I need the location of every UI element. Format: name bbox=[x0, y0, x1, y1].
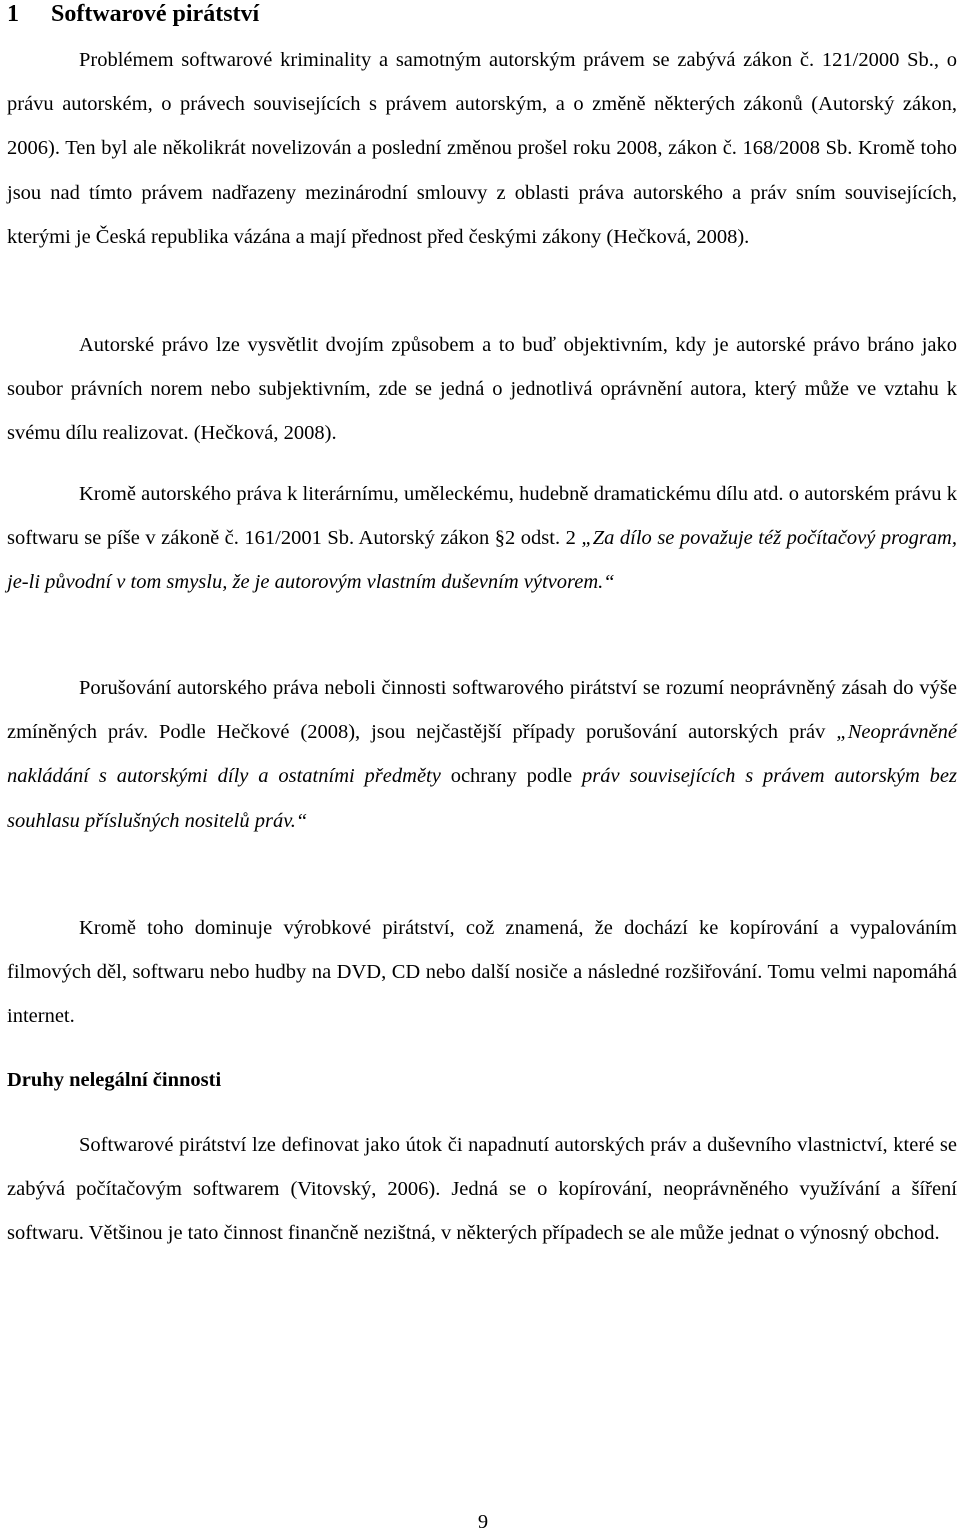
paragraph-text: Kromě autorského práva k literárnímu, uměleckému, hudebně dramatickému dílu atd. o autorském právu k softwaru se píše v zákoně č. 161/2001 Sb. Autorský zákon §2 odst. 2 bbox=[7, 483, 957, 550]
paragraph-text: Kromě toho dominuje výrobkové pirátství, což znamená, že dochází ke kopírování a vypalováním filmových děl, softwaru nebo hudby na DVD, CD nebo další nosiče a následné rozšiřování. Tomu velmi napomáhá internet. bbox=[7, 917, 957, 1028]
chapter-number: 1 bbox=[7, 1, 19, 27]
paragraph-piracy-definition bbox=[7, 1123, 957, 1256]
paragraph-product-piracy bbox=[7, 906, 957, 1039]
chapter-heading bbox=[7, 0, 259, 30]
paragraph-text: ochrany podle bbox=[440, 765, 583, 788]
paragraph-text: Porušování autorského práva neboli činnosti softwarového pirátství se rozumí neoprávněný zásah do výše zmíněných práv. Podle Hečkové (2008), jsou nejčastější případy porušování autorských práv bbox=[7, 677, 957, 744]
section-heading: Druhy nelegální činnosti bbox=[7, 1069, 222, 1091]
paragraph-software-copyright bbox=[7, 472, 957, 605]
paragraph-text: Autorské právo lze vysvětlit dvojím způsobem a to buď objektivním, kdy je autorské právo bráno jako soubor právních norem nebo subjektivním, zde se jedná o jednotlivá oprávnění autora, který může ve vztahu k svému dílu realizovat. (Hečková, 2008). bbox=[7, 334, 957, 445]
paragraph-infringement bbox=[7, 666, 957, 843]
page-number: 9 bbox=[477, 1511, 489, 1533]
paragraph-copyright-definition bbox=[7, 323, 957, 456]
law-quote: „Za dílo se považuje též počítačový program, je-li původní v tom smyslu, že je autorovým vlastním duševním výtvorem.“ bbox=[7, 527, 957, 594]
paragraph-text: Softwarové pirátství lze definovat jako útok či napadnutí autorských práv a duševního vlastnictví, které se zabývá počítačovým softwarem (Vitovský, 2006). Jedná se o kopírování, neoprávněného využívání a šíření softwaru. Většinou je tato činnost finančně nezištná, v některých případech se ale může jednat o výnosný obchod. bbox=[7, 1134, 957, 1245]
paragraph-copyright-law bbox=[7, 38, 957, 259]
paragraph-text: Problémem softwarové kriminality a samotným autorským právem se zabývá zákon č. 121/2000 Sb., o právu autorském, o právech souvisejících s právem autorským, a o změně některých zákonů (Autorský zákon, 2006). Ten byl ale několikrát novelizován a poslední změnou prošel roku 2008, zákon č. 168/2008 Sb. Kromě toho jsou nad tímto právem nadřazeny mezinárodní smlouvy z oblasti práva autorského a práv sním souvisejících, kterými je Česká republika vázána a mají přednost před českými zákony (Hečková, 2008). bbox=[7, 49, 957, 248]
infringement-quote-continued: práv souvisejících s právem autorským bez souhlasu příslušných nositelů práv.“ bbox=[7, 765, 957, 832]
infringement-quote: „Neoprávněné nakládání s autorskými díly a ostatními předměty bbox=[7, 721, 957, 788]
chapter-title: Softwarové pirátství bbox=[51, 1, 260, 27]
